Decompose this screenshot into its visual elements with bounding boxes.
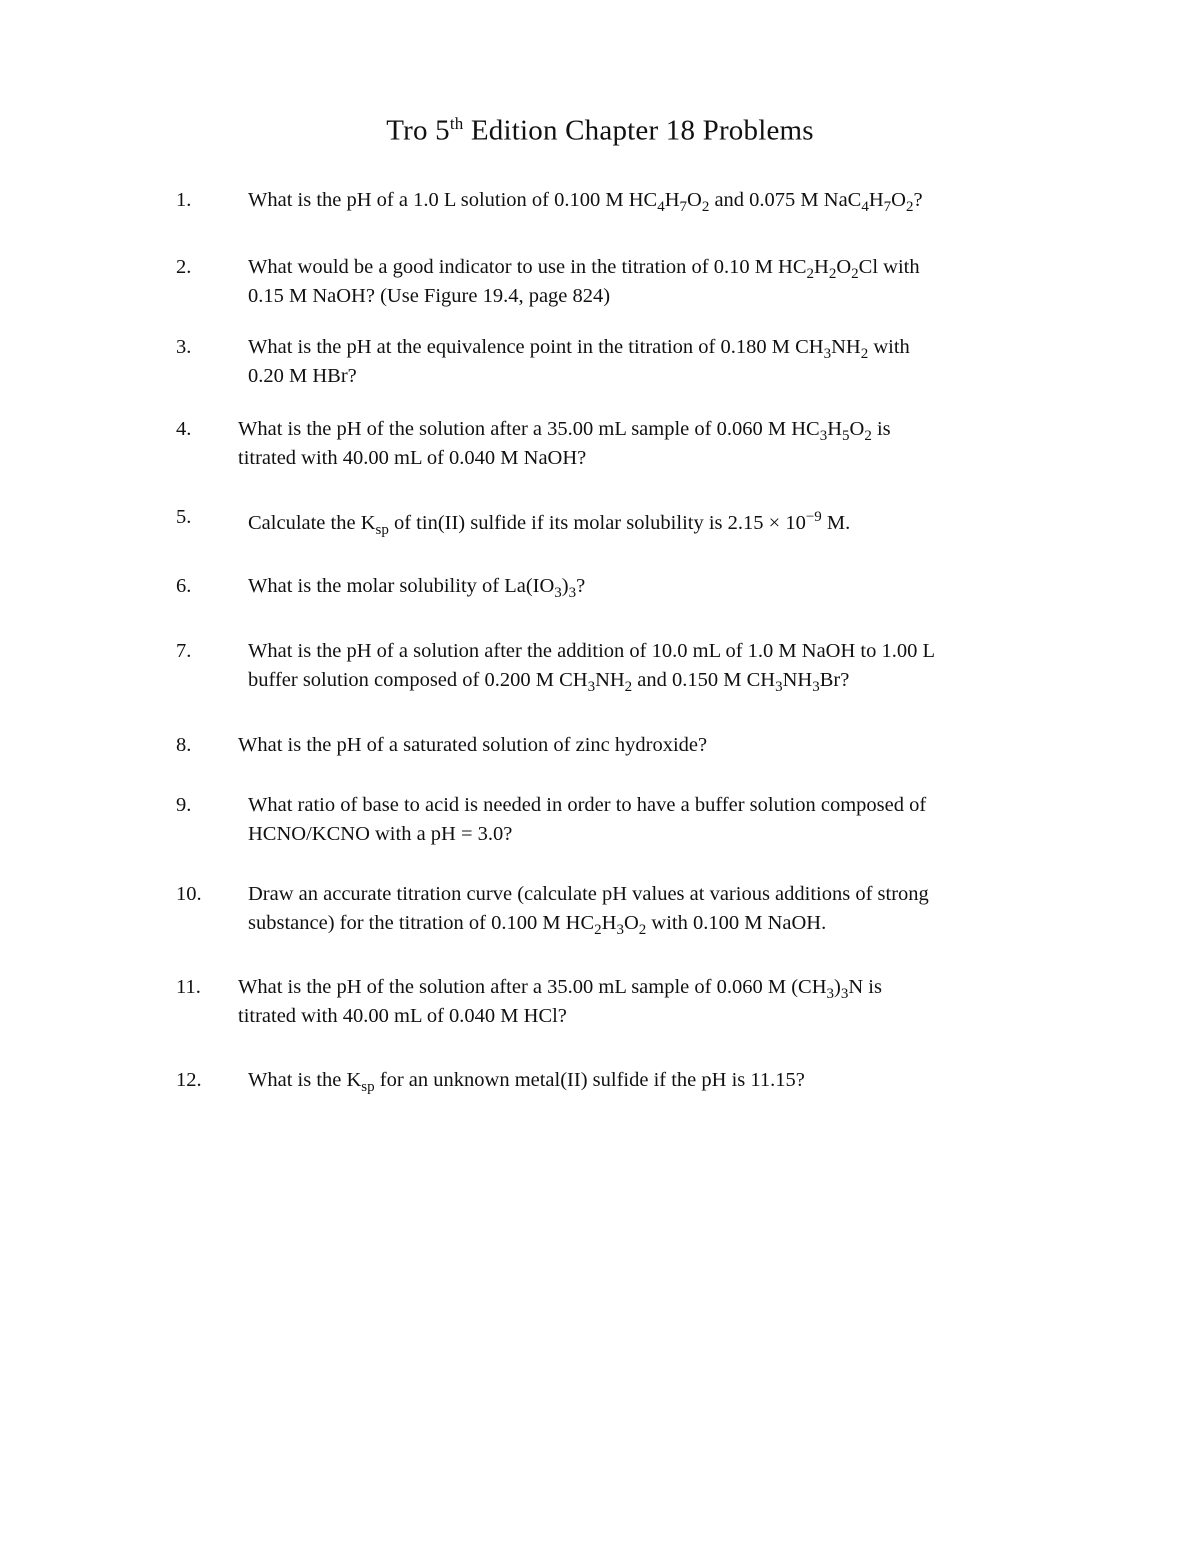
question-number: 1. bbox=[176, 189, 192, 211]
question-number: 2. bbox=[176, 256, 192, 278]
subscript: 2 bbox=[828, 266, 837, 283]
question-text-line bbox=[248, 363, 357, 390]
text-segment: Cl with bbox=[858, 256, 920, 278]
subscript: 2 bbox=[860, 346, 869, 363]
subscript: 2 bbox=[905, 199, 914, 216]
question-number: 10. bbox=[176, 883, 202, 905]
question-number: 12. bbox=[176, 1069, 202, 1091]
text-segment: M. bbox=[821, 511, 851, 534]
text-segment: What ratio of base to acid is needed in order to have a buffer solution composed of bbox=[248, 794, 927, 816]
superscript: −9 bbox=[805, 509, 822, 525]
text-segment: and 0.150 M CH bbox=[632, 669, 776, 691]
text-segment: NH bbox=[782, 669, 813, 691]
question-text-line bbox=[248, 573, 585, 607]
text-segment: ) bbox=[561, 575, 569, 597]
question-number: 5. bbox=[176, 506, 192, 528]
text-segment: H bbox=[827, 418, 842, 440]
subscript: 2 bbox=[624, 679, 633, 696]
question-text-line bbox=[248, 792, 926, 819]
text-segment: N is bbox=[848, 976, 882, 998]
subscript: 3 bbox=[826, 986, 835, 1003]
question-text-line bbox=[238, 732, 707, 759]
text-segment: substance) for the titration of 0.100 M HC bbox=[248, 912, 595, 934]
text-segment: What is the pH of the solution after a 35.00 mL sample of 0.060 M (CH bbox=[238, 976, 827, 998]
text-segment: with bbox=[868, 336, 910, 358]
subscript: 3 bbox=[775, 679, 783, 696]
subscript: 5 bbox=[842, 428, 850, 445]
title-text: Tro 5 bbox=[386, 114, 450, 147]
text-segment: buffer solution composed of 0.200 M CH bbox=[248, 669, 588, 691]
subscript: 2 bbox=[701, 199, 710, 216]
text-segment: titrated with 40.00 mL of 0.040 M NaOH? bbox=[238, 447, 587, 469]
text-segment: O bbox=[849, 418, 865, 440]
subscript: 3 bbox=[554, 585, 562, 602]
text-segment: of tin(II) sulfide if its molar solubility is 2.15 × 10 bbox=[388, 511, 806, 534]
text-segment: What is the pH of a saturated solution of zinc hydroxide? bbox=[238, 734, 708, 756]
title-text-rest: Edition Chapter 18 Problems bbox=[463, 114, 814, 147]
question-text-line bbox=[248, 283, 610, 310]
text-segment: H bbox=[664, 189, 680, 211]
text-segment: Draw an accurate titration curve (calculate pH values at various additions of strong bbox=[248, 883, 929, 905]
subscript: sp bbox=[375, 521, 389, 538]
subscript: 3 bbox=[840, 986, 849, 1003]
question-number: 11. bbox=[176, 976, 201, 998]
question-text-line bbox=[248, 187, 923, 221]
subscript: 2 bbox=[864, 428, 872, 445]
text-segment: What is the pH at the equivalence point in the titration of 0.180 M CH bbox=[248, 336, 824, 358]
question-text-line bbox=[248, 910, 826, 944]
text-segment: with 0.100 M NaOH. bbox=[646, 912, 827, 934]
question-text-line bbox=[238, 445, 586, 472]
text-segment: ) bbox=[834, 976, 841, 998]
text-segment: NH bbox=[595, 669, 625, 691]
subscript: 2 bbox=[806, 266, 815, 283]
text-segment: H bbox=[601, 912, 617, 934]
subscript: 3 bbox=[823, 346, 832, 363]
text-segment: Br? bbox=[819, 669, 850, 691]
subscript: 2 bbox=[638, 922, 647, 939]
text-segment: O bbox=[623, 912, 639, 934]
text-segment: HCNO/KCNO with a pH = 3.0? bbox=[248, 823, 513, 845]
subscript: 4 bbox=[657, 199, 665, 216]
question-text-line bbox=[248, 667, 849, 701]
text-segment: ? bbox=[576, 575, 586, 597]
question-number: 4. bbox=[176, 418, 192, 440]
question-text-line bbox=[248, 821, 512, 848]
text-segment: O bbox=[891, 189, 906, 211]
text-segment: O bbox=[836, 256, 852, 278]
text-segment: What is the pH of the solution after a 35.00 mL sample of 0.060 M HC bbox=[238, 418, 820, 440]
subscript: 3 bbox=[616, 922, 624, 939]
text-segment: What would be a good indicator to use in the titration of 0.10 M HC bbox=[248, 256, 807, 278]
subscript: 7 bbox=[679, 199, 688, 216]
text-segment: What is the molar solubility of La(IO bbox=[248, 575, 555, 597]
question-number: 3. bbox=[176, 336, 192, 358]
question-number: 7. bbox=[176, 640, 192, 662]
subscript: 3 bbox=[587, 679, 596, 696]
text-segment: H bbox=[868, 189, 884, 211]
subscript: 3 bbox=[819, 428, 828, 445]
text-segment: 0.15 M NaOH? (Use Figure 19.4, page 824) bbox=[248, 285, 611, 307]
question-text-line bbox=[248, 1067, 805, 1101]
text-segment: 0.20 M HBr? bbox=[248, 365, 357, 387]
text-segment: What is the K bbox=[248, 1069, 362, 1091]
text-segment: for an unknown metal(II) sulfide if the pH is 11.15? bbox=[374, 1069, 805, 1091]
question-number: 6. bbox=[176, 575, 192, 597]
text-segment: What is the pH of a 1.0 L solution of 0.100 M HC bbox=[248, 189, 658, 211]
text-segment: H bbox=[814, 256, 829, 278]
subscript: 3 bbox=[568, 585, 577, 602]
text-segment: What is the pH of a solution after the addition of 10.0 mL of 1.0 M NaOH to 1.00 L bbox=[248, 640, 936, 662]
text-segment: ? bbox=[913, 189, 923, 211]
subscript: 3 bbox=[812, 679, 820, 696]
text-segment: and 0.075 M NaC bbox=[709, 189, 862, 211]
text-segment: Calculate the K bbox=[248, 511, 376, 534]
subscript: 2 bbox=[594, 922, 602, 939]
question-number: 9. bbox=[176, 794, 192, 816]
question-text-line bbox=[248, 881, 929, 908]
page-title bbox=[0, 114, 1200, 148]
question-text-line bbox=[248, 638, 935, 665]
text-segment: O bbox=[687, 189, 702, 211]
text-segment: titrated with 40.00 mL of 0.040 M HCl? bbox=[238, 1005, 567, 1027]
question-number: 8. bbox=[176, 734, 192, 756]
title-superscript: th bbox=[449, 114, 464, 133]
question-text-line bbox=[238, 1003, 567, 1030]
subscript: sp bbox=[361, 1079, 375, 1096]
subscript: 7 bbox=[883, 199, 892, 216]
question-text-line bbox=[248, 504, 850, 544]
text-segment: is bbox=[871, 418, 891, 440]
subscript: 4 bbox=[861, 199, 869, 216]
text-segment: NH bbox=[831, 336, 861, 358]
subscript: 2 bbox=[851, 266, 859, 283]
